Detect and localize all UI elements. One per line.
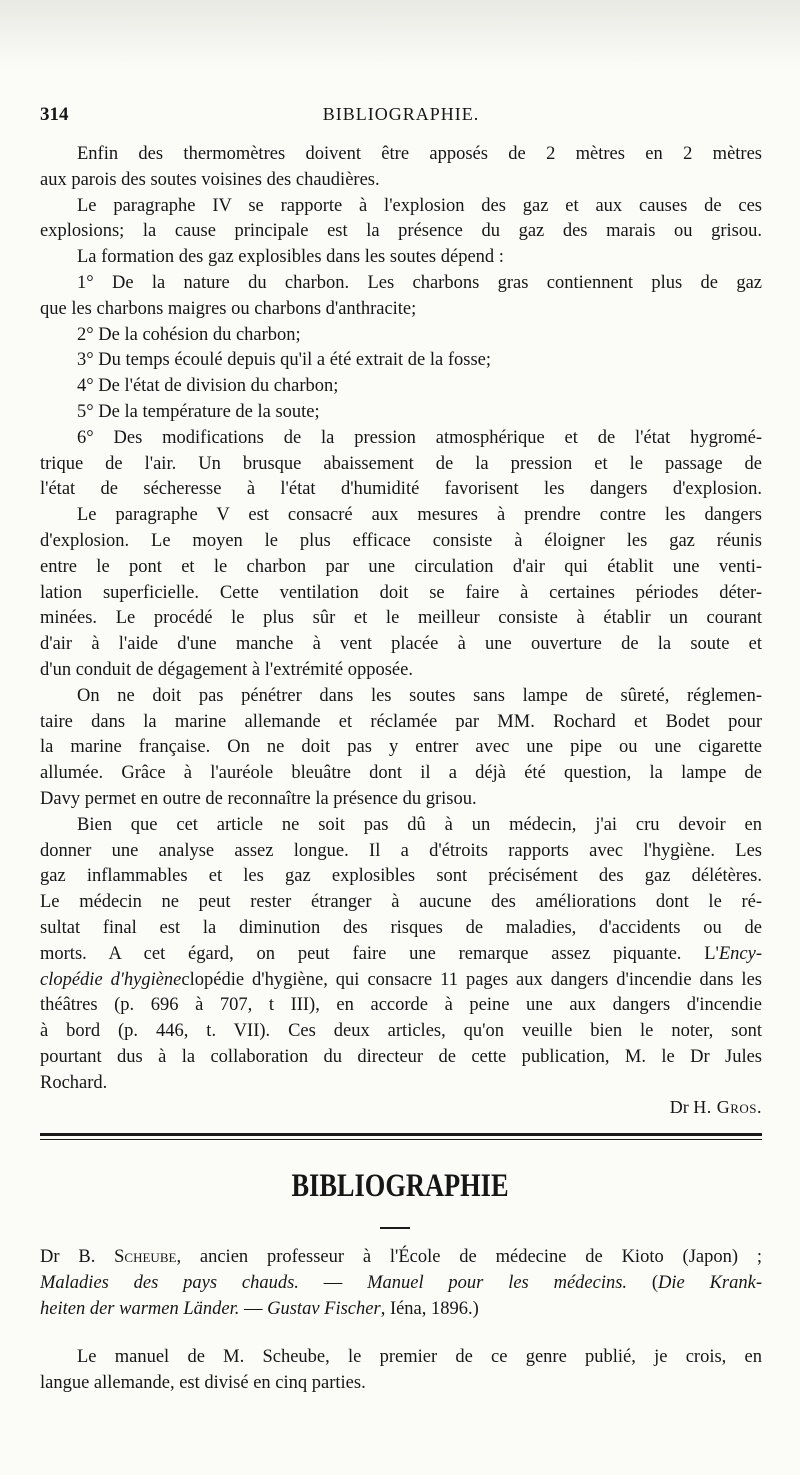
- text-line: On ne doit pas pénétrer dans les soutes sans lampe de sûreté, réglemen-: [77, 685, 762, 706]
- page-header: [40, 104, 762, 130]
- section-divider: [40, 1133, 762, 1136]
- text-line: gaz inflammables et les gaz explosibles sont précisément des gaz délétères.: [40, 866, 762, 887]
- text-line: trique de l'air. Un brusque abaissement de la pression et le passage de: [40, 453, 762, 474]
- text-line: morts. A cet égard, on peut faire une remarque assez piquante. L'Ency-: [40, 943, 762, 964]
- text-line: clopédie d'hygièneclopédie d'hygiène, qui consacre 11 pages aux dangers d'incendie dans les: [40, 969, 762, 990]
- bib-line: Dr B. Scheube, ancien professeur à l'École de médecine de Kioto (Japon) ;: [40, 1247, 762, 1267]
- text-line: Bien que cet article ne soit pas dû à un médecin, j'ai cru devoir en: [77, 814, 762, 835]
- page-number: 314: [40, 104, 69, 125]
- text-line: lation superficielle. Cette ventilation doit se faire à certaines périodes déter-: [40, 582, 762, 603]
- text-line: aux parois des soutes voisines des chaudières.: [40, 169, 380, 190]
- text-line: la marine française. On ne doit pas y entrer avec une pipe ou une cigarette: [40, 737, 762, 758]
- text-line: Davy permet en outre de reconnaître la présence du grisou.: [40, 788, 477, 809]
- text-line: à bord (p. 446, t. VII). Ces deux articles, qu'on veuille bien le noter, sont: [40, 1021, 762, 1042]
- text-line: sultat final est la diminution des risques de maladies, d'accidents ou de: [40, 917, 762, 938]
- text-line: pourtant dus à la collaboration du directeur de cette publication, M. le Dr Jules: [40, 1046, 762, 1067]
- text-line: l'état de sécheresse à l'état d'humidité favorisent les dangers d'explosion.: [40, 479, 762, 500]
- title-underline: [380, 1227, 410, 1229]
- bib-line: heiten der warmen Länder. — Gustav Fischer, Iéna, 1896.): [40, 1298, 479, 1319]
- text-line: La formation des gaz explosibles dans les soutes dépend :: [77, 247, 504, 268]
- text-line: Le médecin ne peut rester étranger à aucune des améliorations dont le ré-: [40, 892, 762, 913]
- signature-title: Dr: [669, 1097, 689, 1117]
- review-paragraph: [40, 1345, 762, 1397]
- running-title: BIBLIOGRAPHIE.: [322, 104, 480, 124]
- list-item: 6° Des modifications de la pression atmosphérique et de l'état hygromé-: [77, 427, 762, 448]
- text-line: allumée. Grâce à l'auréole bleuâtre dont il a déjà été question, la lampe de: [40, 763, 762, 784]
- text-line: Le manuel de M. Scheube, le premier de ce genre publié, je crois, en: [77, 1347, 762, 1367]
- text-line: d'air à l'aide d'une manche à vent placée à une ouverture de la soute et: [40, 634, 762, 655]
- text-line: d'un conduit de dégagement à l'extrémité opposée.: [40, 659, 413, 680]
- text-line: langue allemande, est divisé en cinq parties.: [40, 1372, 366, 1393]
- signature-name: H. Gros.: [693, 1097, 762, 1117]
- section-title: BIBLIOGRAPHIE: [291, 1168, 509, 1204]
- text-line: taire dans la marine allemande et réclamée par MM. Rochard et Bodet pour: [40, 711, 762, 732]
- text-line: Rochard.: [40, 1072, 108, 1093]
- article-continuation: [40, 142, 762, 1096]
- text-line: 1° De la nature du charbon. Les charbons gras contiennent plus de gaz: [77, 272, 762, 293]
- text-line: que les charbons maigres ou charbons d'anthracite;: [40, 298, 417, 319]
- scan-edge-shading: [0, 0, 800, 70]
- italic-reference: Ency-: [718, 943, 762, 964]
- text-line: donner une analyse assez longue. Il a d'étroits rapports avec l'hygiène. Les: [40, 840, 762, 861]
- text-line: théâtres (p. 696 à 707, t III), en accorde à peine une aux dangers d'incendie: [40, 995, 762, 1016]
- italic-reference: clopédie d'hygiène: [40, 969, 182, 990]
- section-divider-thin: [40, 1139, 762, 1140]
- list-item: 2° De la cohésion du charbon;: [77, 324, 301, 345]
- text-line: Le paragraphe IV se rapporte à l'explosion des gaz et aux causes de ces: [77, 195, 762, 216]
- text-line: explosions; la cause principale est la présence du gaz des marais ou grisou.: [40, 221, 762, 242]
- text-line: minées. Le procédé le plus sûr et le meilleur consiste à établir un courant: [40, 608, 762, 629]
- list-item: 3° Du temps écoulé depuis qu'il a été extrait de la fosse;: [77, 350, 492, 371]
- text-line: d'explosion. Le moyen le plus efficace consiste à éloigner les gaz réunis: [40, 530, 762, 551]
- bib-title: Maladies des pays chauds.: [40, 1272, 299, 1293]
- bib-author: B. Scheube: [78, 1247, 177, 1267]
- bibliography-entry: [40, 1245, 762, 1322]
- text-line: Enfin des thermomètres doivent être apposés de 2 mètres en 2 mètres: [77, 144, 762, 164]
- text-line: Le paragraphe V est consacré aux mesures à prendre contre les dangers: [77, 505, 762, 526]
- list-item: 5° De la température de la soute;: [77, 401, 320, 422]
- author-signature: [40, 1094, 762, 1120]
- bib-line: Maladies des pays chauds. — Manuel pour les médecins. (Die Krank-: [40, 1272, 762, 1293]
- text-line: entre le pont et le charbon par une circulation d'air qui établit une venti-: [40, 556, 762, 577]
- list-item: 4° De l'état de division du charbon;: [77, 376, 339, 397]
- bib-publisher: Gustav Fischer: [267, 1298, 381, 1319]
